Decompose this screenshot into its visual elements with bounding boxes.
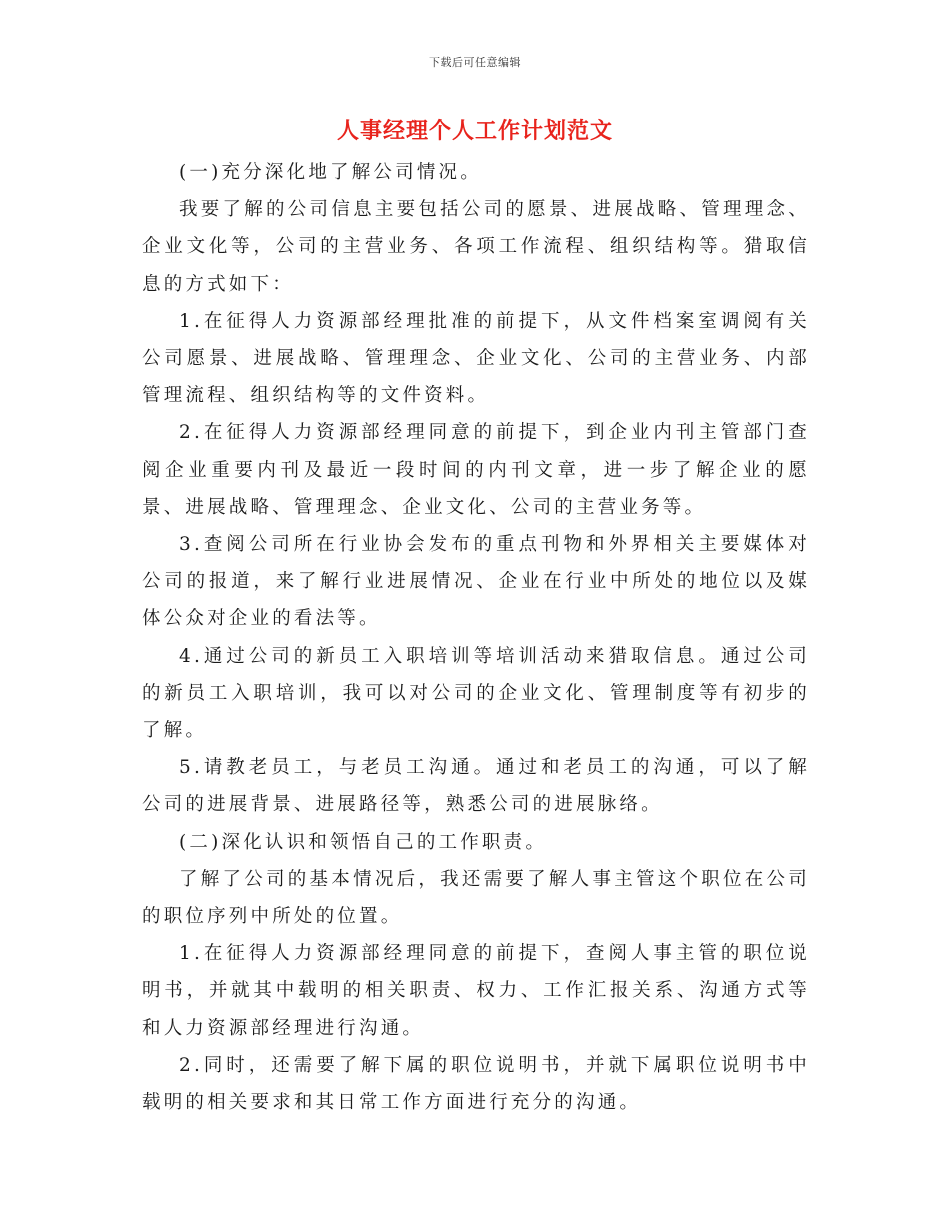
document-title: 人事经理个人工作计划范文 (336, 118, 613, 144)
list-item: 5.请教老员工，与老员工沟通。通过和老员工的沟通，可以了解公司的进展背景、进展路径等，熟悉公司的进展脉络。 (142, 757, 810, 816)
paragraph: 了解了公司的基本情况后，我还需要了解人事主管这个职位在公司的职位序列中所处的位置。 (142, 868, 810, 928)
list-item: 4.通过公司的新员工入职培训等培训活动来猎取信息。通过公司的新员工入职培训，我可以对公司的企业文化、管理制度等有初步的了解。 (142, 645, 810, 742)
list-item: 1.在征得人力资源部经理批准的前提下，从文件档案室调阅有关公司愿景、进展战略、管理理念、企业文化、公司的主营业务、内部管理流程、组织结构等的文件资料。 (142, 310, 810, 407)
list-item: 1.在征得人力资源部经理同意的前提下，查阅人事主管的职位说明书，并就其中载明的相关职责、权力、工作汇报关系、沟通方式等和人力资源部经理进行沟通。 (142, 943, 810, 1039)
page-header-note: 下载后可任意编辑 (429, 56, 521, 69)
document-body (142, 154, 810, 1121)
list-item: 2.同时，还需要了解下属的职位说明书，并就下属职位说明书中载明的相关要求和其日常工作方面进行充分的沟通。 (142, 1054, 810, 1114)
list-item: 2.在征得人力资源部经理同意的前提下，到企业内刊主管部门查阅企业重要内刊及最近一段时间的内刊文章，进一步了解企业的愿景、进展战略、管理理念、企业文化、公司的主营业务等。 (142, 422, 810, 518)
list-item: 3.查阅公司所在行业协会发布的重点刊物和外界相关主要媒体对公司的报道，来了解行业进展情况、企业在行业中所处的地位以及媒体公众对企业的看法等。 (142, 534, 810, 630)
section-heading-1: (一)充分深化地了解公司情况。 (179, 162, 482, 183)
section-heading-2: (二)深化认识和领悟自己的工作职责。 (179, 831, 548, 853)
paragraph: 我要了解的公司信息主要包括公司的愿景、进展战略、管理理念、企业文化等，公司的主营业务、各项工作流程、组织结构等。猎取信息的方式如下： (142, 199, 810, 295)
